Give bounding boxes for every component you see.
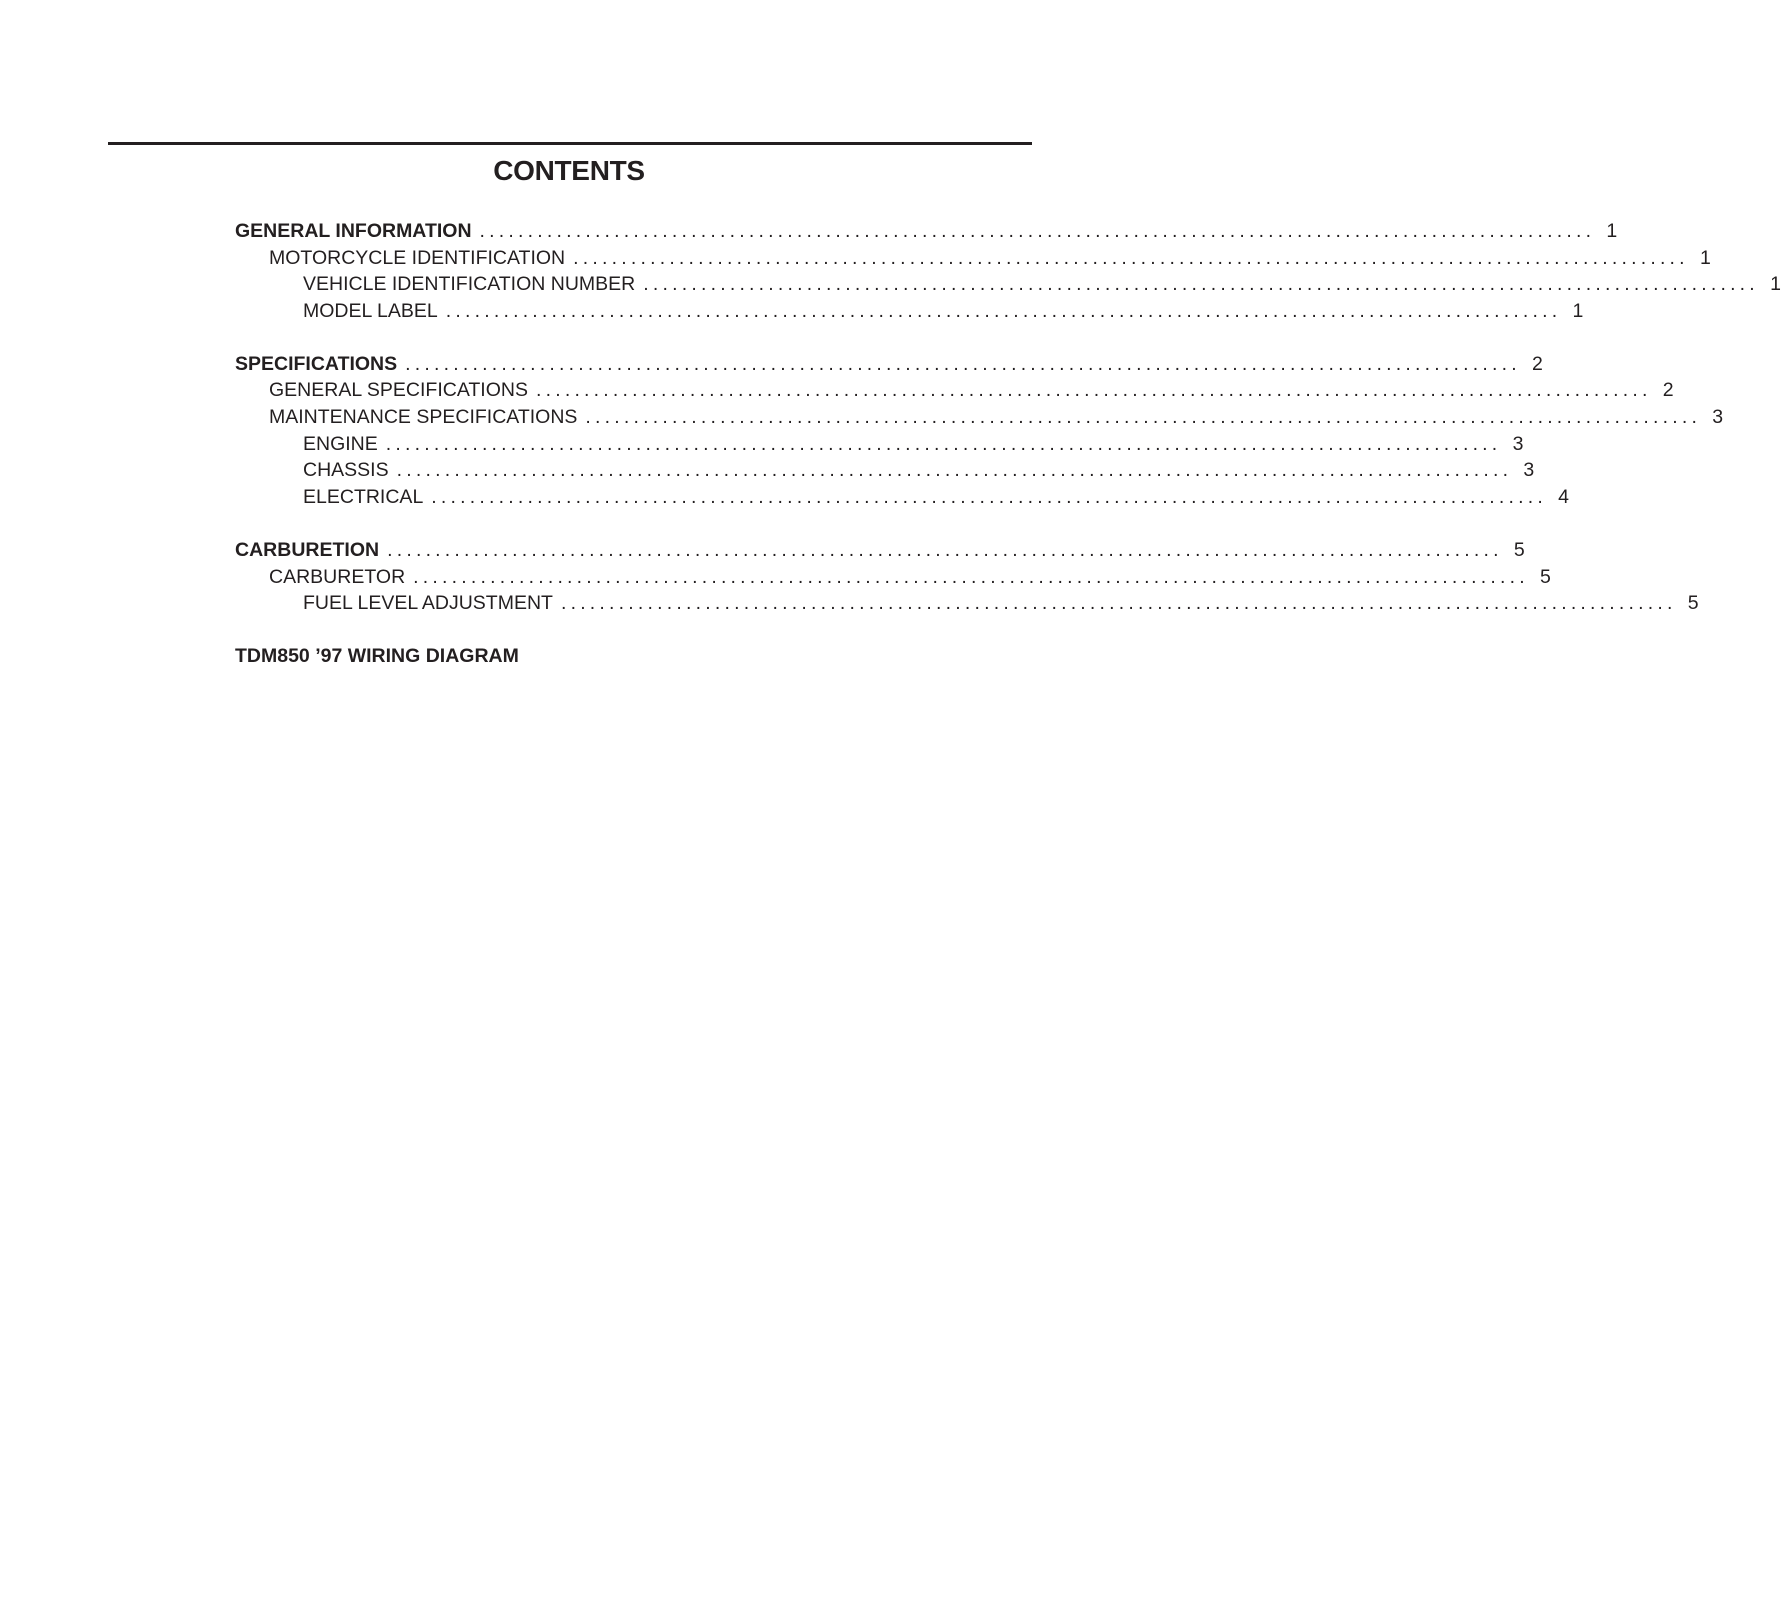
toc-entry-page: 2 [1531,352,1543,375]
toc-entry-fuel-level-adjustment[interactable] [235,590,1699,617]
toc-entry-label: VEHICLE IDENTIFICATION NUMBER [303,271,643,298]
toc-entry-electrical[interactable] [235,484,1569,511]
toc-entry-vehicle-identification-number[interactable] [235,271,1781,298]
toc-leader: .................................................................................................................... [387,538,1503,561]
toc-leader: .................................................................................................................... [445,299,1562,322]
toc-entry-model-label[interactable] [235,298,1584,325]
toc-entry-wiring-diagram[interactable] [235,643,911,670]
toc-leader: .................................................................................................................... [535,379,1652,402]
toc-entry-general-specifications[interactable] [235,377,1674,404]
toc-entry-carburetor[interactable] [235,564,1551,591]
toc-entry-label: MAINTENANCE SPECIFICATIONS [269,404,585,431]
toc-entry-page: 1 [1770,273,1781,296]
toc-entry-specifications[interactable] [235,351,1543,378]
toc-entry-label: CARBURETION [235,537,387,564]
toc-section-general-information [235,218,1781,324]
toc-entry-page: 5 [1539,565,1551,588]
toc-entry-page: 4 [1558,485,1569,508]
toc-leader: .................................................................................................................... [560,592,1677,615]
toc-entry-label: ELECTRICAL [303,484,431,511]
toc-entry-page: 3 [1523,459,1535,482]
toc-entry-chassis[interactable] [235,457,1535,484]
toc-leader: .................................................................................................................... [479,220,1596,242]
toc-section-specifications [235,351,1724,511]
toc-entry-label: SPECIFICATIONS [235,351,405,378]
toc-entry-label: MOTORCYCLE IDENTIFICATION [269,245,573,272]
toc-entry-page: 3 [1512,432,1524,455]
toc-entry-page: 2 [1662,379,1674,402]
toc-leader: .................................................................................................................... [573,246,1689,269]
toc-leader: .................................................................................................................... [585,406,1702,429]
toc-leader: .................................................................................................................... [413,565,1529,588]
toc-entry-label: GENERAL SPECIFICATIONS [269,377,536,404]
toc-entry-label: CARBURETOR [269,564,413,591]
toc-entry-maintenance-specifications[interactable] [235,404,1724,431]
toc-entry-general-information[interactable] [235,218,1618,245]
toc-entry-page: 1 [1699,246,1711,269]
toc-entry-label: GENERAL INFORMATION [235,218,480,245]
toc-entry-page: 3 [1712,406,1724,429]
toc-entry-page: 1 [1606,220,1618,242]
page-title: CONTENTS [493,155,645,186]
table-of-contents [235,218,1781,670]
toc-entry-label: MODEL LABEL [303,298,446,325]
toc-leader: .................................................................................................................... [431,485,1547,508]
toc-entry-engine[interactable] [235,431,1524,458]
toc-entry-label: ENGINE [303,431,386,458]
toc-entry-page: 5 [1687,592,1699,615]
toc-entry-label: FUEL LEVEL ADJUSTMENT [303,590,561,617]
toc-entry-label: CHASSIS [303,457,397,484]
toc-section-carburetion [235,537,1699,617]
toc-leader: .................................................................................................................... [385,432,1502,455]
toc-leader: .................................................................................................................... [396,459,1513,482]
toc-entry-motorcycle-identification[interactable] [235,245,1711,272]
toc-entry-page: 1 [1572,299,1584,322]
toc-entry-label: TDM850 ’97 WIRING DIAGRAM [235,643,527,670]
toc-leader: .................................................................................................................... [643,273,1759,296]
toc-entry-carburetion[interactable] [235,537,1525,564]
toc-entry-page: 5 [1513,538,1525,561]
toc-leader: .................................................................................................................... [405,352,1521,375]
top-rule [108,142,1032,145]
